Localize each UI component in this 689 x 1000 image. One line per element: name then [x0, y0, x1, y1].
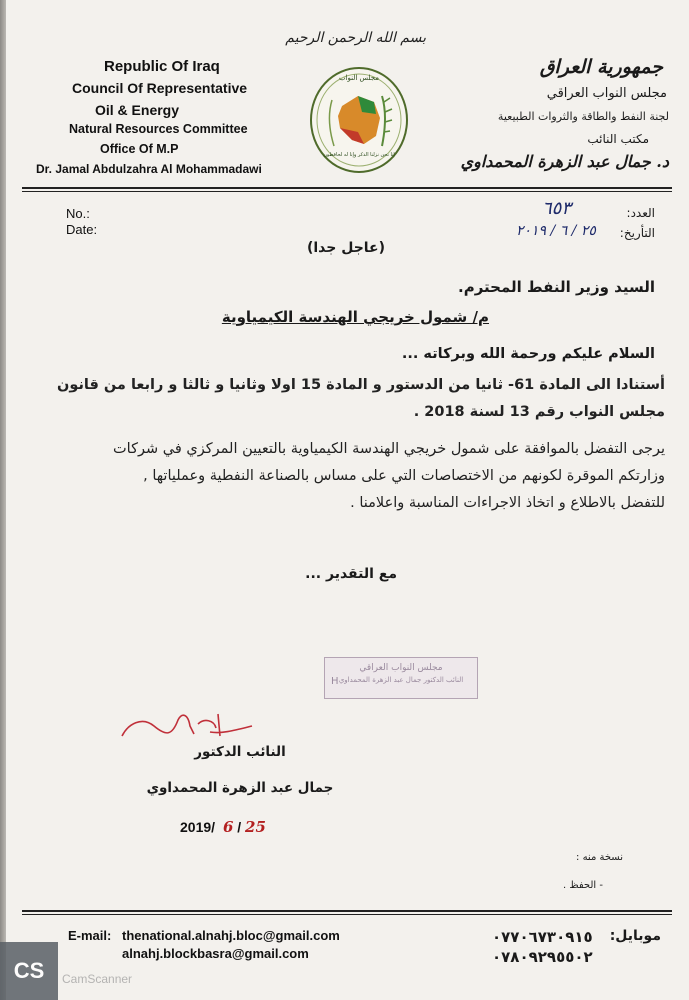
footer-email-2: alnahj.blockbasra@gmail.com — [122, 946, 309, 961]
stamp-line2: النائب الدكتور جمال عبد الزهرة المحمداوي — [338, 676, 464, 684]
signature-scribble — [118, 706, 258, 744]
signature-date-month: 6 — [222, 818, 234, 836]
logo-top-text: مجلس النواب — [338, 74, 380, 82]
logo-bottom-text: إنا نحن نزلنا الذكر وإنا له لحافظون — [323, 152, 395, 158]
date-label-ar: التأريخ: — [619, 226, 655, 240]
header-en-republic: Republic Of Iraq — [104, 58, 220, 75]
signatory-title: النائب الدكتور — [194, 744, 286, 760]
header-ar-republic: جمهورية العراق — [539, 56, 663, 78]
addressee: السيد وزير النفط المحترم. — [458, 278, 655, 296]
footer-phone-2: ٠٧٨٠٩٢٩٥٥٠٢ — [492, 948, 593, 966]
number-value-handwritten: ٦٥٣ — [542, 198, 572, 219]
parliament-logo — [308, 66, 410, 174]
paragraph-legal-basis-line2: مجلس النواب رقم 13 لسنة 2018 . — [413, 404, 665, 420]
date-label: Date: — [66, 222, 98, 237]
paragraph-request-line1: يرجى التفضل بالموافقة على شمول خريجي الهندسة الكيمياوية بالتعيين المركزي في شركات — [113, 441, 665, 457]
copies-label: نسخة منه : — [576, 852, 623, 863]
header-ar-mp-name: د. جمال عبد الزهرة المحمداوي — [460, 152, 669, 171]
paragraph-request — [25, 436, 665, 517]
header-ar-committee: لجنة النفط والطاقة والثروات الطبيعية — [497, 110, 669, 123]
basmala-calligraphy: بسم الله الرحمن الرحيم — [285, 30, 426, 46]
paragraph-legal-basis-line1: أستنادا الى المادة 61- ثانيا من الدستور و المادة 15 اولا وثانيا و ثالثا و رابعا من قانون — [56, 377, 665, 393]
office-stamp — [324, 657, 478, 699]
stamp-line1: مجلس النواب العراقي — [359, 663, 443, 673]
signature-date-day: 25 — [245, 818, 266, 836]
subject-line: م/ شمول خريجي الهندسة الكيمياوية — [221, 308, 489, 326]
footer-phone-1: ٠٧٧٠٦٧٣٠٩١٥ — [492, 928, 593, 946]
closing: مع التقدير ... — [305, 566, 397, 582]
header-ar-office: مكتب النائب — [587, 132, 649, 146]
document-page — [6, 0, 689, 1000]
signature-date-year: 2019/ — [180, 819, 216, 835]
footer-email-label: E-mail: — [68, 928, 112, 943]
signature-date-separator: / — [237, 819, 242, 835]
header-en-committee: Natural Resources Committee — [69, 122, 248, 136]
paragraph-request-line2: وزارتكم الموقرة لكونهم من الاختصاصات التي على مساس بالصناعة النفطية وعملياتها , — [143, 468, 665, 484]
camscanner-watermark-text: CamScanner — [62, 972, 133, 986]
greeting: السلام عليكم ورحمة الله وبركاته ... — [401, 346, 655, 362]
date-value-handwritten: ٢٥ / ٦ / ٢٠١٩ — [516, 223, 596, 239]
header-divider-bottom — [22, 191, 672, 192]
camscanner-badge: CS — [0, 942, 58, 1000]
paragraph-legal-basis — [35, 372, 665, 426]
footer-email-1: thenational.alnahj.bloc@gmail.com — [122, 928, 340, 943]
stamp-mark: H — [331, 676, 339, 687]
paragraph-request-line3: للتفضل بالاطلاع و اتخاذ الاجراءات المناسبة واعلامنا . — [350, 495, 665, 511]
header-en-council: Council Of Representative — [72, 80, 248, 96]
header-en-office: Office Of M.P — [100, 142, 179, 156]
urgent-label: (عاجل جدا) — [306, 240, 386, 256]
footer-divider-top — [22, 910, 672, 912]
copies-item-archive: - الحفظ . — [563, 880, 603, 891]
no-label: No.: — [66, 206, 90, 221]
signature-date — [180, 818, 266, 836]
number-label-ar: العدد: — [626, 206, 655, 220]
footer-divider-bottom — [22, 914, 672, 915]
header-en-mp-name: Dr. Jamal Abdulzahra Al Mohammadawi — [36, 162, 262, 176]
header-divider-top — [22, 187, 672, 189]
header-ar-council: مجلس النواب العراقي — [546, 86, 667, 101]
footer-mobile-label: موبايل: — [609, 928, 661, 944]
header-en-oil-energy: Oil & Energy — [95, 102, 180, 118]
signatory-name: جمال عبد الزهرة المحمداوي — [146, 780, 334, 796]
